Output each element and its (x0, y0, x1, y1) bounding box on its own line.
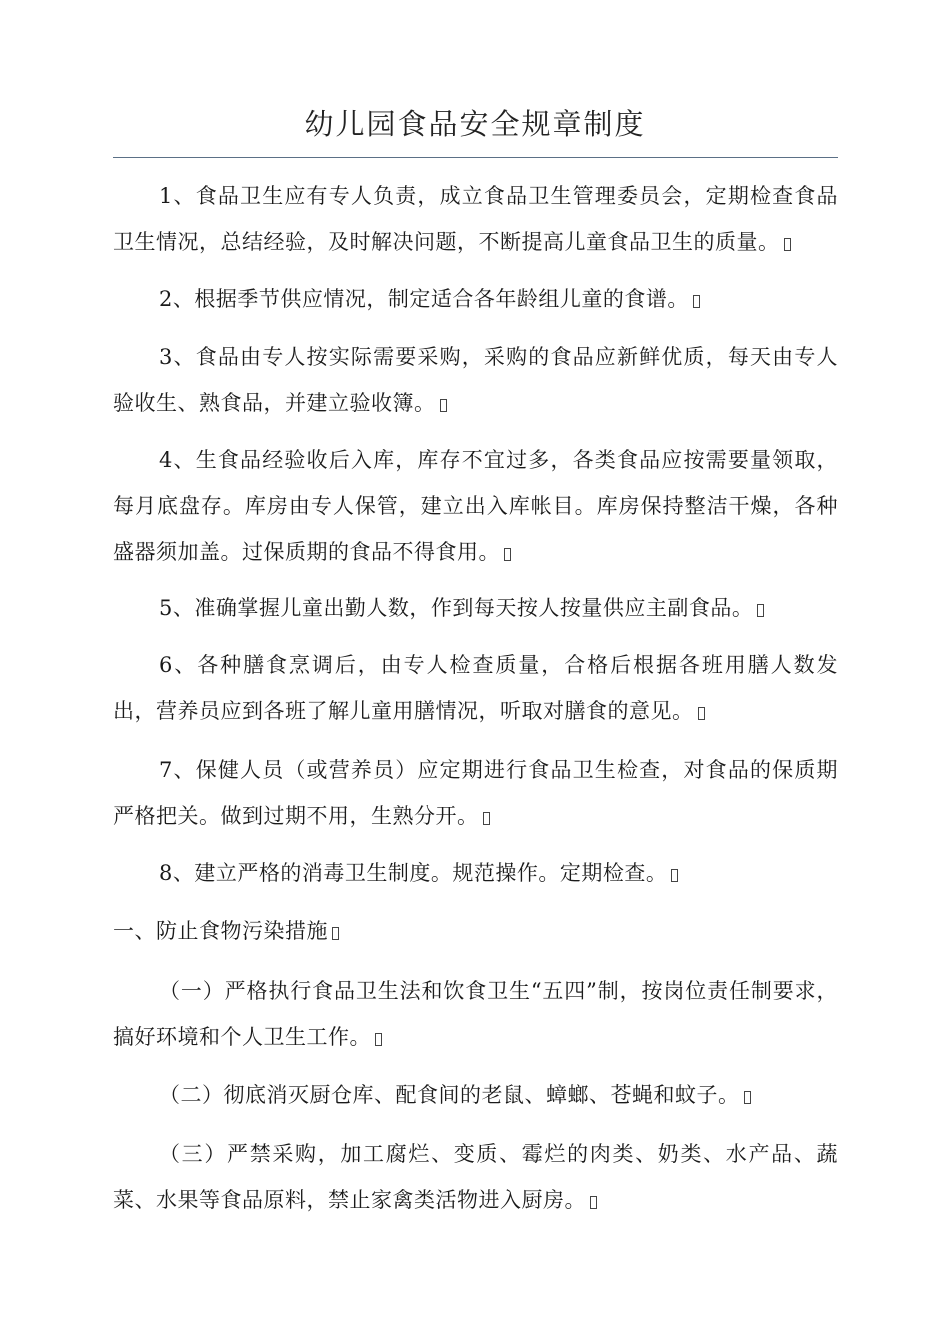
title-divider (113, 157, 838, 158)
paragraph-mark-icon (784, 238, 791, 251)
paragraph-mark-icon (332, 927, 339, 940)
paragraph-mark-icon (590, 1196, 597, 1209)
paragraph-mark-icon (440, 399, 447, 412)
sub-item-1: （一）严格执行食品卫生法和饮食卫生“五四”制，按岗位责任制要求，搞好环境和个人卫生工作。 (113, 979, 838, 1049)
paragraph-mark-icon (483, 812, 490, 825)
paragraph-mark-icon (504, 548, 511, 561)
paragraph-7: 7、保健人员（或营养员）应定期进行食品卫生检查，对食品的保质期严格把关。做到过期不用，生熟分开。 (113, 758, 838, 828)
paragraph-mark-icon (671, 869, 678, 882)
paragraph-1: 1、食品卫生应有专人负责，成立食品卫生管理委员会，定期检查食品卫生情况，总结经验，及时解决问题，不断提高儿童食品卫生的质量。 (113, 184, 838, 254)
paragraph-6: 6、各种膳食烹调后，由专人检查质量，合格后根据各班用膳人数发出，营养员应到各班了解儿童用膳情况，听取对膳食的意见。 (113, 653, 838, 723)
sub-item-3: （三）严禁采购，加工腐烂、变质、霉烂的肉类、奶类、水产品、蔬菜、水果等食品原料，禁止家禽类活物进入厨房。 (113, 1142, 838, 1212)
document-title: 幼儿园食品安全规章制度 (304, 107, 646, 141)
paragraph-5: 5、准确掌握儿童出勤人数，作到每天按人按量供应主副食品。 (113, 585, 838, 631)
sub-item-2: （二）彻底消灭厨仓库、配食间的老鼠、蟑螂、苍蝇和蚊子。 (113, 1072, 838, 1118)
paragraph-4: 4、生食品经验收后入库，库存不宜过多，各类食品应按需要量领取，每月底盘存。库房由专人保管，建立出入库帐目。库房保持整洁干燥，各种盛器须加盖。过保质期的食品不得食用。 (113, 448, 838, 564)
paragraph-mark-icon (757, 604, 764, 617)
paragraph-mark-icon (744, 1091, 751, 1104)
section-heading: 一、防止食物污染措施 (113, 908, 838, 954)
paragraph-3: 3、食品由专人按实际需要采购，采购的食品应新鲜优质，每天由专人验收生、熟食品，并建立验收簿。 (113, 345, 838, 415)
paragraph-mark-icon (375, 1033, 382, 1046)
paragraph-2: 2、根据季节供应情况，制定适合各年龄组儿童的食谱。 (113, 276, 838, 322)
paragraph-mark-icon (693, 295, 700, 308)
paragraph-8: 8、建立严格的消毒卫生制度。规范操作。定期检查。 (113, 850, 838, 896)
paragraph-mark-icon (698, 707, 705, 720)
